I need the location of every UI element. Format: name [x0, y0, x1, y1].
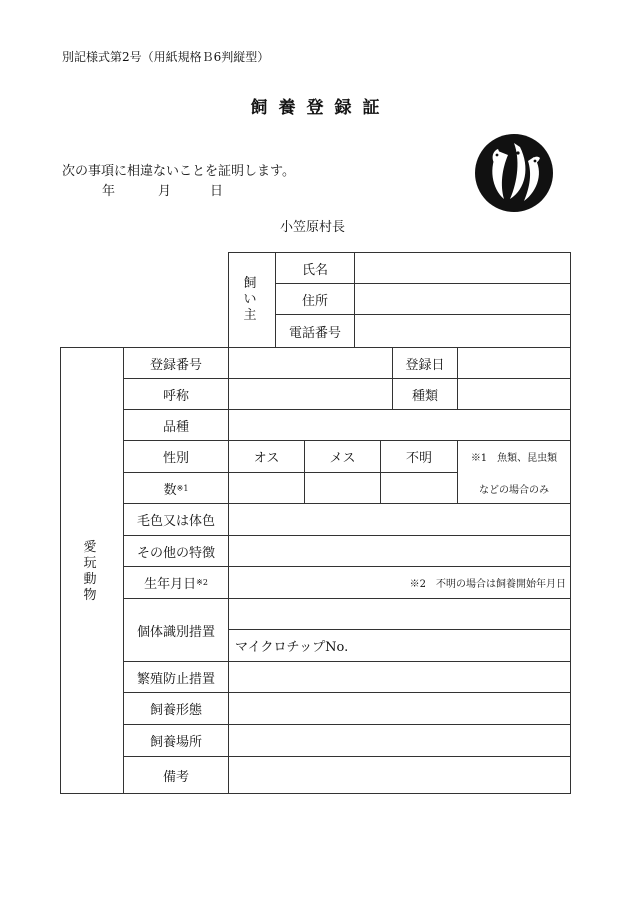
- call-name-label: 呼称: [162, 388, 189, 404]
- count-label: [124, 473, 228, 503]
- owner-phone-field[interactable]: [355, 315, 570, 347]
- sex-unknown-option[interactable]: 不明: [405, 451, 432, 466]
- birth-date-label-text: 生年月日: [144, 577, 197, 592]
- breeding-prevention-label: 繁殖防止措置: [136, 671, 215, 687]
- sex-label: 性別: [162, 451, 189, 466]
- id-measure-label: 個体識別措置: [136, 624, 215, 640]
- birth-date-label: [124, 567, 228, 598]
- note1-line2: などの場合のみ: [479, 484, 549, 496]
- id-measure-field[interactable]: [229, 599, 570, 629]
- keeping-place-label: 飼養場所: [149, 735, 202, 750]
- birth-note-mark: ※2: [196, 578, 208, 587]
- sex-female-option[interactable]: メス: [329, 451, 356, 466]
- form-reference: 別記様式第2号（用紙規格Ｂ6判縦型）: [62, 50, 270, 64]
- reg-number-field[interactable]: [229, 348, 392, 378]
- date-year-label: 年: [102, 184, 116, 199]
- species-label: 種類: [411, 388, 438, 404]
- microchip-label[interactable]: マイクロチップNo.: [235, 640, 349, 655]
- issuer-title: 小笠原村長: [280, 220, 346, 235]
- species-field[interactable]: [458, 379, 570, 409]
- coat-color-field[interactable]: [229, 504, 570, 535]
- remarks-field[interactable]: [229, 757, 570, 793]
- owner-phone-label: 電話番号: [288, 325, 341, 341]
- reg-date-field[interactable]: [458, 348, 570, 378]
- sex-male-option[interactable]: オス: [253, 451, 280, 466]
- remarks-label: 備考: [162, 769, 189, 785]
- owner-name-field[interactable]: [355, 253, 570, 283]
- count-note-mark: ※1: [176, 483, 189, 493]
- count-female-field[interactable]: [305, 473, 380, 503]
- date-day-label: 日: [210, 184, 224, 199]
- other-features-field[interactable]: [229, 536, 570, 566]
- keeping-form-field[interactable]: [229, 693, 570, 724]
- owner-address-field[interactable]: [355, 284, 570, 314]
- certify-statement: 次の事項に相違ないことを証明します。: [62, 164, 295, 179]
- call-name-field[interactable]: [229, 379, 392, 409]
- reg-date-label: 登録日: [405, 357, 445, 373]
- note2: ※2 不明の場合は飼養開始年月日: [409, 579, 566, 590]
- keeping-place-field[interactable]: [229, 725, 570, 756]
- other-features-label: その他の特徴: [136, 545, 215, 561]
- breeding-prevention-field[interactable]: [229, 662, 570, 692]
- count-label-text: 数: [163, 482, 177, 498]
- keeping-form-label: 飼養形態: [149, 703, 202, 718]
- coat-color-label: 毛色又は体色: [136, 514, 215, 529]
- owner-address-label: 住所: [301, 293, 328, 309]
- date-month-label: 月: [158, 184, 172, 199]
- owner-section-label: 飼 い 主: [243, 276, 257, 323]
- village-emblem: [474, 133, 554, 213]
- reg-number-label: 登録番号: [149, 357, 202, 373]
- count-male-field[interactable]: [229, 473, 304, 503]
- breed-label: 品種: [162, 419, 189, 435]
- page-title: 飼養登録証: [250, 98, 391, 118]
- count-unknown-field[interactable]: [381, 473, 457, 503]
- breed-field[interactable]: [229, 410, 570, 440]
- note1-line1: ※1 魚類、昆虫類: [470, 453, 558, 464]
- animal-section-label: 愛 玩 動 物: [83, 540, 97, 603]
- owner-name-label: 氏名: [301, 262, 328, 278]
